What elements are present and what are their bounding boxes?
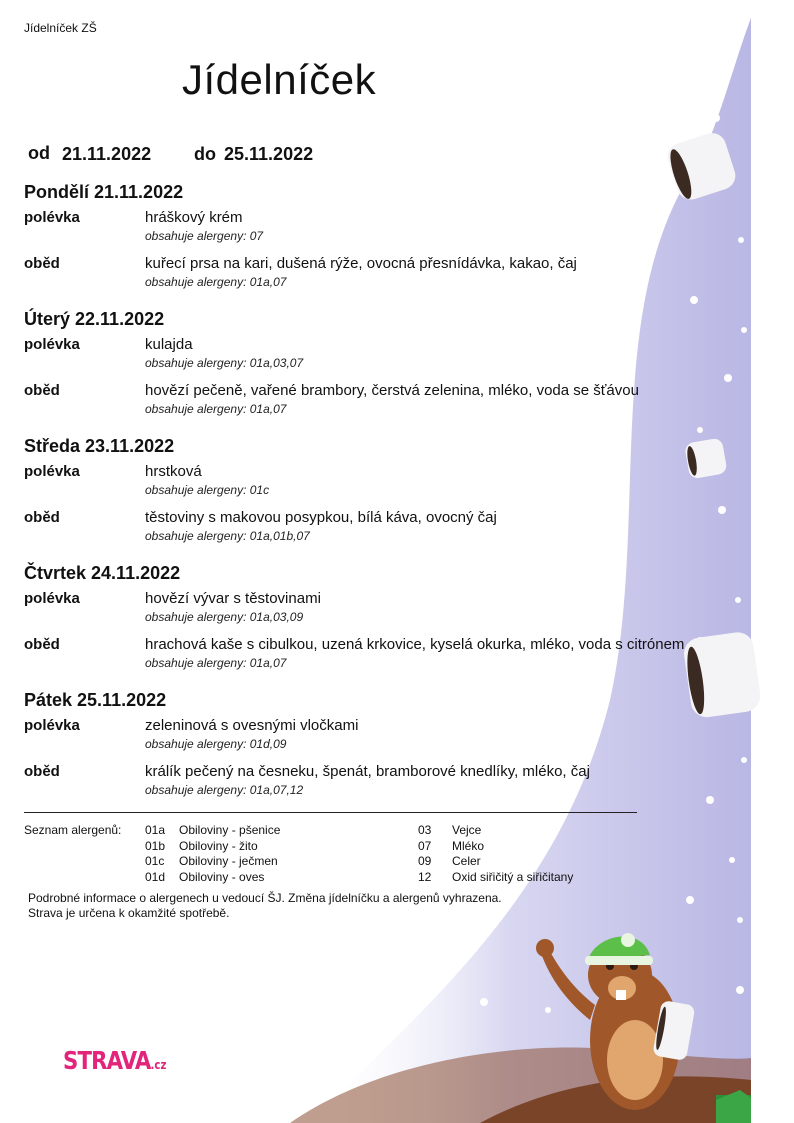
- allergen-code: 01c: [145, 854, 165, 868]
- allergen-name: Vejce: [452, 823, 482, 837]
- meal-label: polévka: [24, 336, 80, 353]
- meal-text: kulajda: [145, 336, 193, 353]
- meal-allergens: obsahuje alergeny: 01a,07: [145, 656, 287, 670]
- meal-soup: [24, 336, 764, 382]
- allergen-code: 07: [418, 838, 432, 853]
- meal-allergens: obsahuje alergeny: 01a,07: [145, 402, 287, 416]
- note-line-1: Podrobné informace o alergenech u vedoucí ŠJ. Změna jídelníčku a alergenů vyhrazena.: [28, 891, 502, 905]
- meal-soup: [24, 209, 764, 255]
- allergen-code: 01b: [145, 838, 166, 853]
- meal-allergens: obsahuje alergeny: 01a,01b,07: [145, 529, 310, 543]
- allergen-name: Obiloviny - ječmen: [179, 854, 278, 868]
- meal-soup: [24, 463, 764, 509]
- meal-text: hrachová kaše s cibulkou, uzená krkovice, kyselá okurka, mléko, voda s citrónem: [145, 636, 685, 653]
- allergen-code: 12: [418, 869, 432, 884]
- day-section-tuesday: [24, 309, 764, 428]
- meal-label: oběd: [24, 255, 60, 272]
- day-title: Úterý 22.11.2022: [24, 309, 165, 329]
- meal-lunch: [24, 636, 764, 682]
- meal-allergens: obsahuje alergeny: 01a,07: [145, 275, 287, 289]
- day-section-thursday: [24, 563, 764, 682]
- meal-label: polévka: [24, 590, 80, 607]
- meal-text: hráškový krém: [145, 209, 243, 226]
- meal-allergens: obsahuje alergeny: 01a,07,12: [145, 783, 304, 797]
- allergen-name: Mléko: [452, 838, 485, 853]
- meal-soup: [24, 590, 764, 636]
- meal-text: hrstková: [145, 463, 202, 480]
- meal-lunch: [24, 382, 764, 428]
- allergen-note: [28, 891, 502, 921]
- meal-text: zeleninová s ovesnými vločkami: [145, 717, 359, 734]
- allergen-name: Obiloviny - pšenice: [179, 823, 281, 837]
- meal-label: polévka: [24, 463, 80, 480]
- logo-suffix-text: .cz: [150, 1058, 167, 1072]
- meal-allergens: obsahuje alergeny: 07: [145, 229, 264, 243]
- meal-label: polévka: [24, 209, 80, 226]
- meal-text: králík pečený na česneku, špenát, bramborové knedlíky, mléko, čaj: [145, 763, 590, 780]
- day-section-friday: [24, 690, 764, 809]
- day-section-monday: [24, 182, 764, 301]
- meal-allergens: obsahuje alergeny: 01c: [145, 483, 270, 497]
- note-line-2: Strava je určena k okamžité spotřebě.: [28, 906, 230, 920]
- day-title: Středa 23.11.2022: [24, 436, 175, 456]
- day-title: Čtvrtek 24.11.2022: [24, 563, 181, 583]
- meal-label: polévka: [24, 717, 80, 734]
- logo-main-text: STRAVA: [63, 1046, 151, 1075]
- allergen-code: 01a: [145, 823, 166, 837]
- allergen-name: Oxid siřičitý a siřičitany: [452, 869, 574, 884]
- meal-label: oběd: [24, 509, 60, 526]
- meal-text: kuřecí prsa na kari, dušená rýže, ovocná přesnídávka, kakao, čaj: [145, 255, 577, 272]
- day-title: Pátek 25.11.2022: [24, 690, 167, 710]
- allergen-name: Obiloviny - oves: [179, 869, 265, 884]
- menu-period: [28, 143, 314, 164]
- meal-label: oběd: [24, 636, 60, 653]
- meal-allergens: obsahuje alergeny: 01a,03,07: [145, 356, 304, 370]
- period-to-label: do: [194, 144, 216, 164]
- meal-label: oběd: [24, 763, 60, 780]
- meal-label: oběd: [24, 382, 60, 399]
- allergen-name: Obiloviny - žito: [179, 838, 258, 853]
- allergen-code: 09: [418, 854, 432, 868]
- meal-text: hovězí pečeně, vařené brambory, čerstvá zelenina, mléko, voda se šťávou: [145, 382, 639, 399]
- meal-lunch: [24, 509, 764, 555]
- meal-allergens: obsahuje alergeny: 01a,03,09: [145, 610, 304, 624]
- allergen-code: 03: [418, 823, 432, 837]
- period-from-label: od: [28, 143, 50, 163]
- meal-text: hovězí vývar s těstovinami: [145, 590, 321, 607]
- period-from-date: 21.11.2022: [62, 144, 152, 164]
- document-header-label: Jídelníček ZŠ: [24, 21, 97, 35]
- meal-lunch: [24, 763, 764, 809]
- page-title: Jídelníček: [182, 56, 377, 103]
- allergen-name: Celer: [452, 854, 481, 868]
- meal-allergens: obsahuje alergeny: 01d,09: [145, 737, 287, 751]
- allergen-code: 01d: [145, 869, 166, 884]
- allergen-list-label: Seznam alergenů:: [24, 823, 122, 837]
- meal-soup: [24, 717, 764, 763]
- section-divider: [24, 812, 637, 813]
- day-title: Pondělí 21.11.2022: [24, 182, 184, 202]
- meal-text: těstoviny s makovou posypkou, bílá káva, ovocný čaj: [145, 509, 497, 526]
- strava-logo: [63, 1046, 166, 1075]
- day-section-wednesday: [24, 436, 764, 555]
- period-to-date: 25.11.2022: [224, 144, 314, 164]
- meal-lunch: [24, 255, 764, 301]
